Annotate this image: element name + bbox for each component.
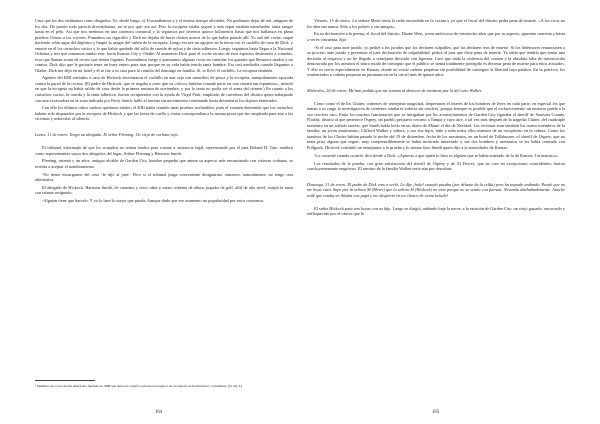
page-number: 164 xyxy=(155,410,163,415)
paragraph: En su declaración a la prensa, el fiscal del distrito, Duane West, joven ambicioso de veintiocho años que por su aspecto, aparenta cuarenta y hasta a veces cincuenta, dijo: xyxy=(307,31,565,42)
paragraph: Con ello los últimos cabos sueltos quedaron atados; el KBI había reunido unas pruebas irrefutables, pues el examen determinó que los cartuchos habían sido disparados por la escopeta de Hickock y que las botas de cuello y cintas correspondían a la misma pieza que fue empleada para atar a las víctimas y reducirlas al silencio. xyxy=(35,105,293,122)
paragraph: El abogado de Hickock, Harrison Smith, de cuarenta y cinco años y metro ochenta de altura, jugador de golf, alfil de alto nivel, aceptó la tarea con talante resignado. xyxy=(35,184,293,196)
paragraph: El tribunal, informado de que los acusados no tenían fondos para costear a asistencia legal, representado por el juez Roland H. Tate, nombró como representantes suyos dos abogados del lugar, Arthur Fleming y Harrison Smith. xyxy=(35,144,293,156)
footnote-divider xyxy=(35,380,95,381)
diary-entry-heading: Miércoles, 20 de enero. Me han pedido que me someta al detector de mentiras por lo del caso Walker. xyxy=(307,88,483,94)
paragraph: Los resultados de la prueba, con gran satisfacción del sheriff de Osprey y de Al Dewey, que no cree en excepciones coincidentes, fueron concluyentemente negativos. El asesino de la familia Walker sería aún por descubrir. xyxy=(307,160,565,172)
page-number: 165 xyxy=(432,410,440,415)
paragraph: -No deseo encargarme del caso -le dijo al juez-. Pero si el tribunal juzga conveniente designarme, entonces, naturalmente, no tengo otra alternativa. xyxy=(35,171,293,183)
paragraph: Viernes, 15 de enero. La señora Meier tenía la radio encendida en la cocina y yo que el fiscal del distrito pedía pena de muerte. «A los ricos no los ahorcan nunca. Sólo a los pobres y sin amigos». xyxy=(307,18,565,29)
paragraph: Cruz que los dos estábamos como drogados. Yo, desde luego, sí. Fracasábamos y y el mismo tiempo aliviados. No podíamos dejar de reír, ninguno de los dos. De pronto todo parecía divertidísimo, no sé por qué; era así. Pero la escopeta estaba segura y más repar estaban manchadas: tanta sangre hasta en el pelo. Así que nos metimos en una carretera comarcal y la seguimos por terrenos quince kilómetros hasta que nos hallamos en plena pradera. Oímos a los coyotes. Fumamos un cigarrillo y Dick no dejaba de hacer chistes acerca de lo que había pasado allí. Yo salí del coche, saqué haciendo sifón agua del depósito y limpié la sangre del cañón de la escopeta. Luego excavé un agujero en la tierra con el cuchillo de caza de Dick, y enterré en él los cartuchos vacíos y lo que había quedado del rollo de cuerda de nylon y de cinta adhesiva. Luego, seguimos hasta llegar a la Nacional Ochenta y tres que tomamos rumbo este, hacia Kansas City y Olathe. Al amanecer Dick paró el coche en uno de esos espacios destinados a comidas, esos que llaman zonas de recreo que tienen fogones. Encendimos fuego y quemamos algunas cosas en cuestión: los guantes que llevamos usados y mi camisa. Dick dijo que le gustaría tener un buey entero para asar porque en su vida había tenido tanta hambre. Era casi mediodía cuando llegamos a Olathe. Dick me dejó en mi hotel y él se fue a su casa para la comida del domingo en familia. Sí, se llevó el cuchillo. La escopeta también. xyxy=(35,18,293,73)
left-page xyxy=(35,18,293,414)
paragraph: -Si el caso pasa ante jurado, yo pediré a los jurados que los declaren culpables, que los declaren reos de muerte. Si los defensores renunciasen a su proceso ante jurado y presentan el juez declaración de culpabilidad, pediré al juez que dicte pena de muerte. Ya sabía que tendría que tomar una decisión al respecto y no he llegado a semejante decisión con ligereza. Creo que dada la violencia del crimen y la absoluta falta de misericordia demostrada por los asesinos el único modo de conseguir que el público se sienta totalmente protegido es decretar pena de muerte para estos acusados. Y ello es cierto especialmente en Kansas, donde no existe cadena perpetua sin posibilidad de conseguir la libertad bajo palabra. En la práctica, los sentenciados a cadena perpetua no permanecen en la cárcel más de quince años. xyxy=(307,44,565,78)
paragraph: Como como el de los Clutter, crímenes de semejante magnitud, despertaron el interés de los hombres de leyes en cada parte, en especial los que tenían a su cargo la investigación de crímenes similares todavía sin resolver, porque siempre es posible que el esclarecimiento un misterio pueda a la vez resolver otro. Entre los muchos funcionarios que se intrigaban por los acontecimientos de Garden City figuraba el sheriff de Sarasota County, Florida, distrito al que pertenece Osprey, un pueblo pesquero cercano a Tampa y cuyo aire, o tal vez más después de la tragedia Clutter, del cuádruple asesinato en un aislado rancho, que Smith había leído en un diario de Miami el día de Navidad. Las víctimas eran también los cuatro miembros de la familia: un joven matrimonio, Clifford Walker y señora, y sus dos hijos, niño y niña todos ellos muertos de un escopetazo en la cabeza. Como los asesinos de los Clutter habían pasado la noche del 19 de diciembre, fecha de los asesinatos, en un hotel de Tallahassee, el sheriff de Osprey, que no tenía pista alguna que seguir, muy comprensiblemente se había mostrado interesado y sus dos hombres y asesinatos se les había centrado con Polígrafo. Hickock consintió un semejantes a la prueba y lo mismo hizo Smith quien dijo a la autoridades de Kansas: xyxy=(307,100,565,150)
diary-entry-heading: Lunes, 11 de enero. Tengo un abogado. El señor Fleming. Un viejo de corbata roja. xyxy=(35,132,179,138)
footnote: ¹ Miembro de la asociación americana fundada en 1868 que tiene por objetivo principal proteger a un vecindario de hermandad y costumbres. (N. del T.) xyxy=(35,384,242,388)
paragraph: -Lo comenté cuando ocurrió, dice desde a Dick: «Apuesto a que quien lo hizo es alguien que se había enterado de lo de Kansas. Un maníaco». xyxy=(314,152,559,158)
paragraph: Fleming, setenta y un años, antiguo alcalde de Garden City, hombre pequeño que anima su aspecto más encaucinado con vistosas corbatas, se resistía a aceptar el nombramiento. xyxy=(35,158,293,169)
right-page xyxy=(307,18,565,414)
paragraph: El señor Hickock pasó tres horas con su hijo. Luego se dirigió, andando bajo la nieve, a la estación de Garden City: un viejo gastado, encorvado y enflaquecido por el cáncer que lo xyxy=(307,205,565,217)
diary-entry-heading: Domingo, 31 de enero. El padre de Dick vino a verlo. Le dije ¡hola! cuando pasaba (por delante de la celda) pero ha seguido andando. Puede que no me hoya visto. Supe por la señora M (Meier) que la señora H (Hickock) no vino porque no se sentía con fuerzas. Nevando abuhultadamente. Anoche soñé que estaba en Alaska con papá y me despierté en un charco de orina helado! xyxy=(307,181,565,198)
paragraph: Agentes del KBI enviados a casa de Hickock encontraron el cuchillo en una caja con utensilios de pesca y la escopeta, tranquilamente apoyada contra la pared de la cocina. (El padre de Hickock, que se negaba a creer que su «chico» hubiese tomado parte en «un crimen tan espantoso», insistió en que la escopeta no había salido de casa desde la primera semana de noviembre, y por lo tanto no podía ser el arma del crimen.) En cuanto a los cartuchos vacíos, la cuerda y la cinta adhesiva, fueron recuperados con la ayuda de Virgil Pratt, empleado de carreteras del distrito quien trabajando con una excavadora en la zona indicada por Perry Smith, halló el terreno sin movimiento continuado hasta desenterrar los objetos enterrados. xyxy=(35,75,293,103)
paragraph: -Alguien tiene que hacerlo. Y yo lo haré lo mejor que pueda. Aunque dudo que ese asumento mi popularidad por estos contornos. xyxy=(42,198,265,204)
